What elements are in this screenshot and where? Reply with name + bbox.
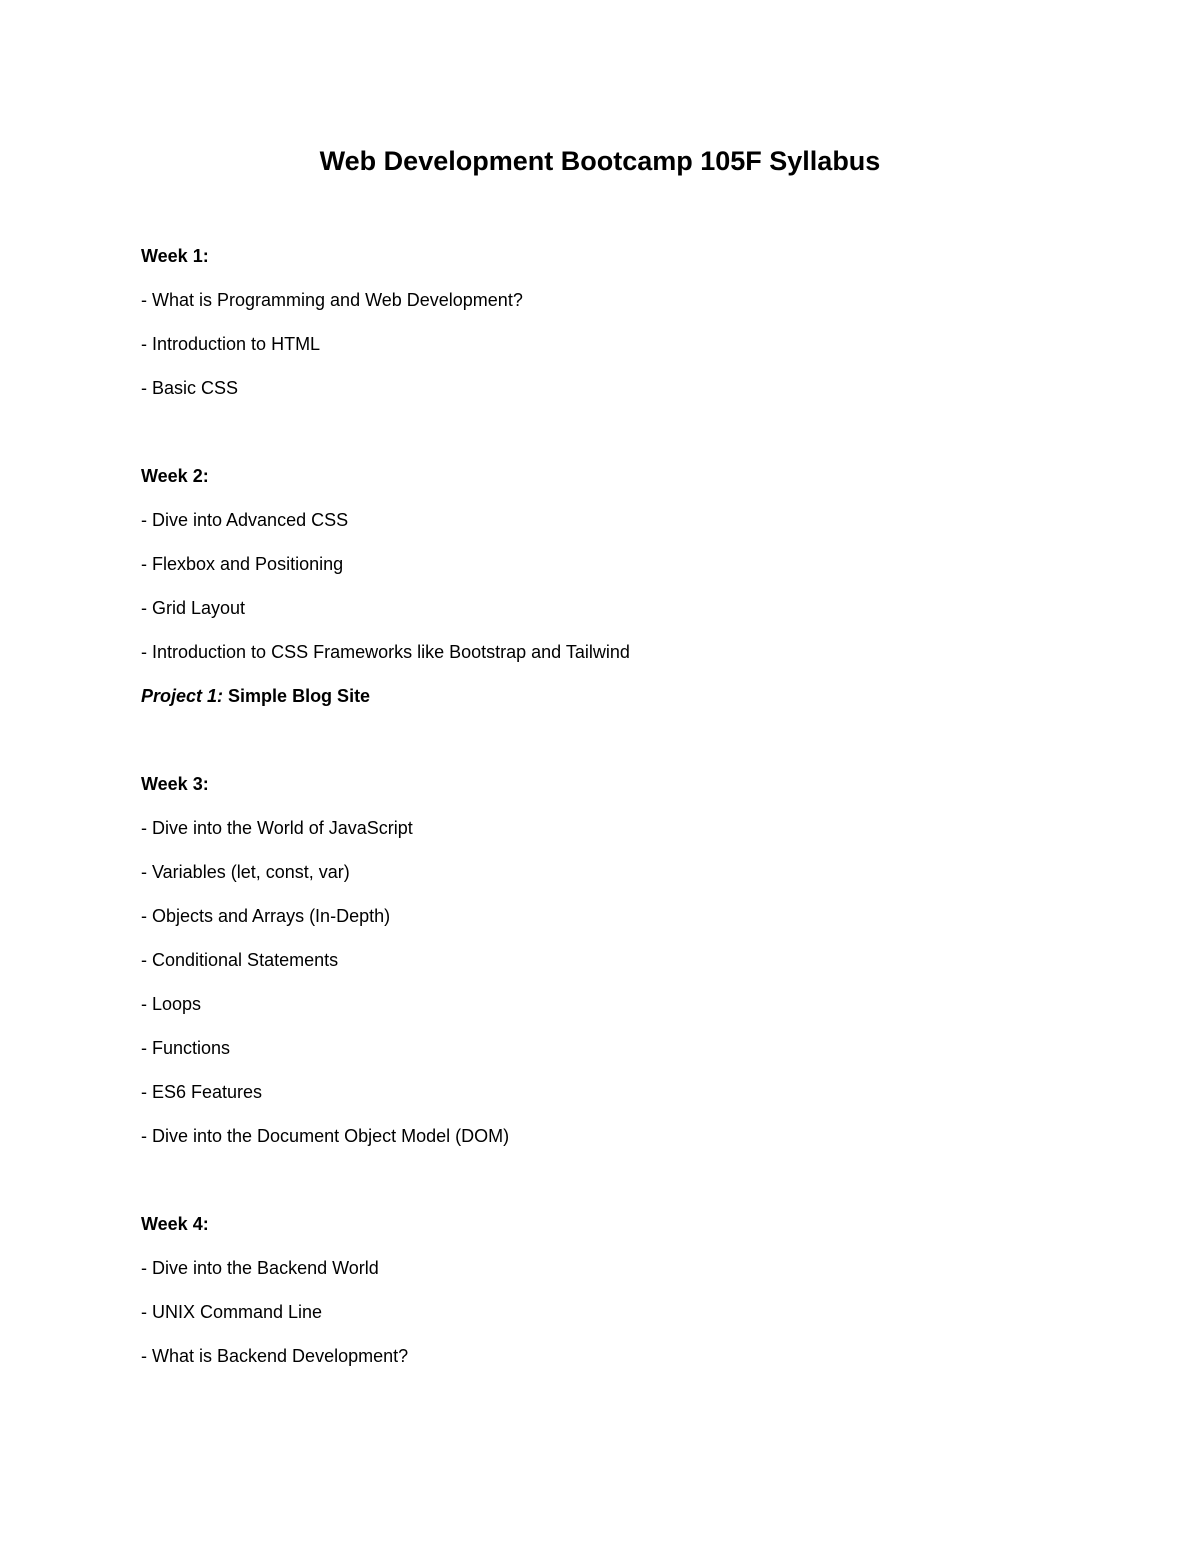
project-label: Project 1: (141, 686, 224, 706)
week-heading: Week 4: (141, 1214, 209, 1234)
week-section (141, 241, 1041, 403)
section-spacer (141, 417, 1041, 461)
topic-item: - Introduction to CSS Frameworks like Bootstrap and Tailwind (141, 642, 630, 662)
week-heading: Week 1: (141, 246, 209, 266)
section-spacer (141, 1165, 1041, 1209)
topic-item: - Grid Layout (141, 598, 246, 618)
topic-item: - Dive into Advanced CSS (141, 510, 349, 530)
topic-item: - What is Programming and Web Development? (141, 290, 523, 310)
topic-item: - Dive into the Document Object Model (DOM) (141, 1126, 510, 1146)
topic-item: - Dive into the Backend World (141, 1258, 379, 1278)
week-heading: Week 2: (141, 466, 209, 486)
topic-item: - Conditional Statements (141, 950, 339, 970)
project-line (141, 681, 1041, 711)
topic-item: - Basic CSS (141, 378, 239, 398)
topic-item: - Functions (141, 1038, 231, 1058)
section-spacer (141, 725, 1041, 769)
week-section (141, 769, 1041, 1151)
week-section (141, 1209, 1041, 1371)
topic-item: - Loops (141, 994, 202, 1014)
topic-item: - What is Backend Development? (141, 1346, 409, 1366)
topic-item: - Introduction to HTML (141, 334, 321, 354)
topic-item: - Dive into the World of JavaScript (141, 818, 413, 838)
topic-item: - UNIX Command Line (141, 1302, 323, 1322)
topic-item: - Flexbox and Positioning (141, 554, 344, 574)
topic-item: - Objects and Arrays (In-Depth) (141, 906, 391, 926)
topic-item: - Variables (let, const, var) (141, 862, 350, 882)
topic-item: - ES6 Features (141, 1082, 263, 1102)
syllabus-content (141, 241, 1041, 1385)
week-section (141, 461, 1041, 711)
project-name: Simple Blog Site (228, 686, 371, 706)
week-heading: Week 3: (141, 774, 209, 794)
document-title: Web Development Bootcamp 105F Syllabus (319, 146, 881, 176)
